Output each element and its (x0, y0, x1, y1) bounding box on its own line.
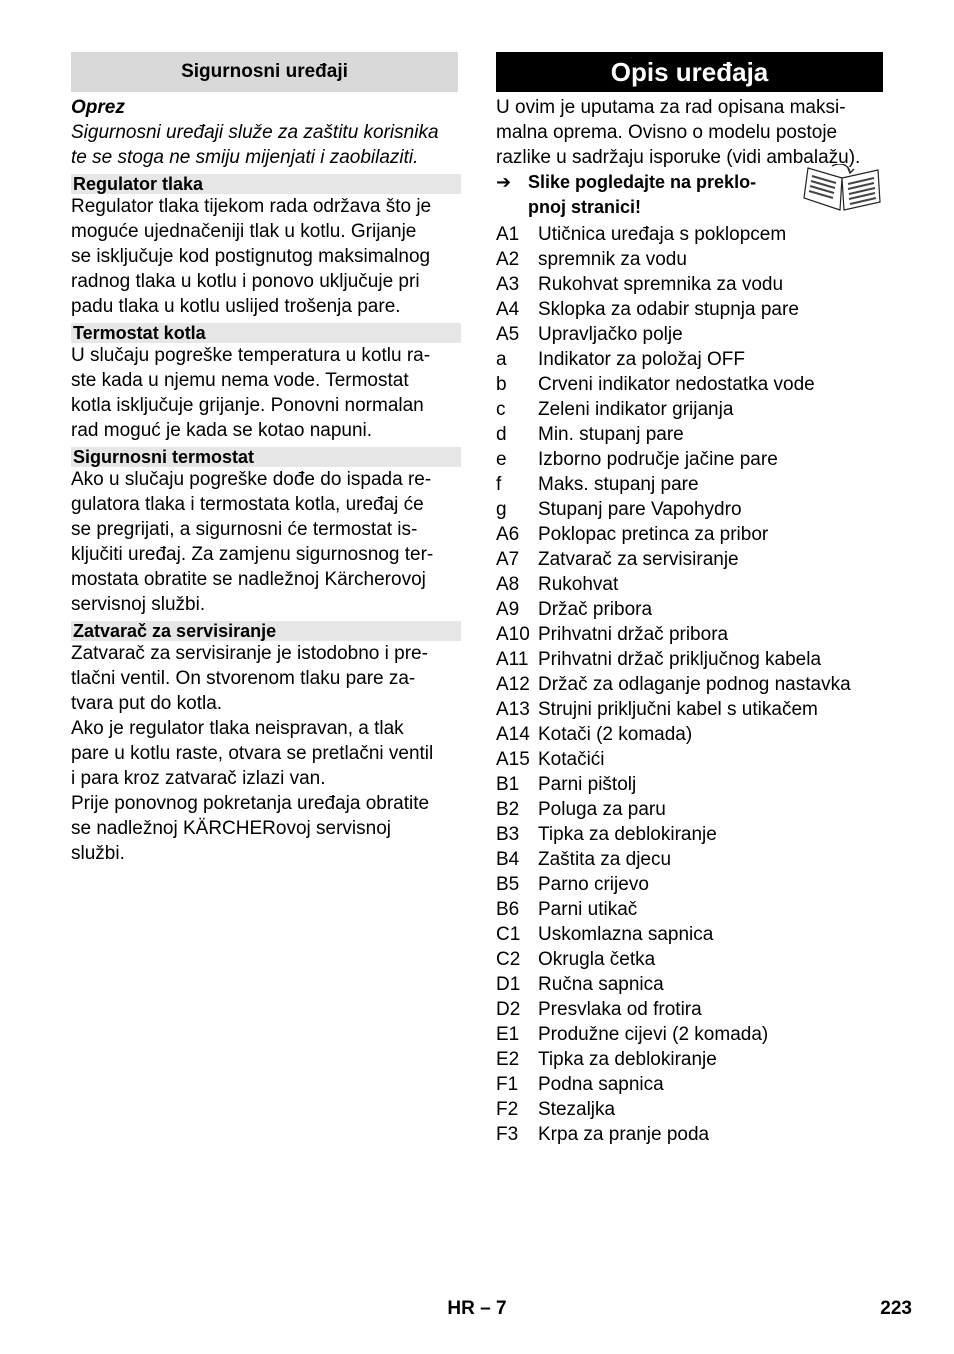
legend-item (496, 372, 886, 397)
legend-key: e (496, 449, 507, 470)
legend-label: Držač pribora (538, 599, 653, 620)
legend-label: Poklopac pretinca za pribor (538, 524, 769, 545)
legend-label: spremnik za vodu (538, 249, 687, 270)
legend-item (496, 222, 886, 247)
legend-key: A11 (496, 649, 529, 670)
legend-label: Utičnica uređaja s poklopcem (538, 224, 787, 245)
legend-label: Sklopka za odabir stupnja pare (538, 299, 799, 320)
legend-key: B6 (496, 899, 520, 920)
legend-key: A2 (496, 249, 520, 270)
legend-label: Strujni priključni kabel s utikačem (538, 699, 818, 720)
legend-key: A1 (496, 224, 520, 245)
legend-item (496, 747, 886, 772)
legend-label: Parni pištolj (538, 774, 637, 795)
legend-label: Crveni indikator nedostatka vode (538, 374, 815, 395)
legend-key: A4 (496, 299, 520, 320)
legend-key: A9 (496, 599, 520, 620)
legend-key: C1 (496, 924, 521, 945)
legend-label: Poluga za paru (538, 799, 666, 820)
legend-key: d (496, 424, 507, 445)
legend-item (496, 272, 886, 297)
legend-item (496, 697, 886, 722)
legend-item (496, 397, 886, 422)
legend-label: Tipka za deblokiranje (538, 824, 717, 845)
legend-item (496, 647, 886, 672)
legend-item (496, 997, 886, 1022)
legend-item (496, 972, 886, 997)
subsection-title-boiler-thermostat: Termostat kotla (71, 323, 461, 343)
left-column (71, 52, 461, 866)
legend-item (496, 1122, 886, 1147)
legend-label: Maks. stupanj pare (538, 474, 699, 495)
legend-item (496, 472, 886, 497)
intro-text: U ovim je uputama za rad opisana maksi- malna oprema. Ovisno o modelu postoje razlike u sadržaju isporuke (vidi ambalažu). (496, 97, 861, 168)
book-icon (802, 164, 882, 216)
legend-key: B5 (496, 874, 520, 895)
legend-key: A12 (496, 674, 530, 695)
legend-key: c (496, 399, 506, 420)
legend-item (496, 322, 886, 347)
legend-label: Zatvarač za servisiranje (538, 549, 739, 570)
section-title-safety: Sigurnosni uređaji (71, 52, 458, 92)
legend-item (496, 1022, 886, 1047)
arrow-right-icon: ➔ (496, 172, 512, 192)
legend-item (496, 547, 886, 572)
legend-item (496, 722, 886, 747)
legend-item (496, 247, 886, 272)
legend-item (496, 897, 886, 922)
legend-label: Podna sapnica (538, 1074, 664, 1095)
footer-language-page: HR – 7 (447, 1298, 507, 1319)
legend-key: A14 (496, 724, 530, 745)
caution-text: Sigurnosni uređaji služe za zaštitu korisnika te se stoga ne smiju mijenjati i zaobilaziti. (71, 122, 439, 168)
legend-item (496, 1072, 886, 1097)
figure-hint (496, 170, 886, 220)
legend-key: A10 (496, 624, 530, 645)
legend-key: E1 (496, 1024, 520, 1045)
legend-key: F3 (496, 1124, 519, 1145)
legend-item (496, 522, 886, 547)
legend-label: Držač za odlaganje podnog nastavka (538, 674, 851, 695)
legend-key: E2 (496, 1049, 520, 1070)
legend-label: Presvlaka od frotira (538, 999, 702, 1020)
legend-key: C2 (496, 949, 521, 970)
legend-key: b (496, 374, 507, 395)
legend-label: Krpa za pranje poda (538, 1124, 710, 1145)
legend-key: A7 (496, 549, 520, 570)
legend-key: A8 (496, 574, 520, 595)
legend-key: a (496, 349, 507, 370)
legend-key: f (496, 474, 502, 495)
legend-label: Stezaljka (538, 1099, 616, 1120)
legend-key: g (496, 499, 507, 520)
legend-key: B1 (496, 774, 520, 795)
section-title-device-description: Opis uređaja (496, 52, 883, 92)
legend-key: A6 (496, 524, 520, 545)
legend-label: Kotači (2 komada) (538, 724, 693, 745)
subsection-title-service-cap: Zatvarač za servisiranje (71, 621, 461, 641)
hint-text: Slike pogledajte na preklo- pnoj stranici! (528, 172, 757, 217)
legend-label: Rukohvat spremnika za vodu (538, 274, 784, 295)
legend-key: A15 (496, 749, 530, 770)
caution-title: Oprez (71, 97, 125, 118)
legend-item (496, 822, 886, 847)
legend-label: Kotačići (538, 749, 605, 770)
legend-item (496, 422, 886, 447)
legend-item (496, 597, 886, 622)
subsection-text-safety-thermostat: Ako u slučaju pogreške dođe do ispada re- gulatora tlaka i termostata kotla, uređaj će se pregrijati, a sigurnosni će termostat is- ključiti uređaj. Za zamjenu sigurnosnog ter- mostata obratite se nadležnoj Kärcherovoj servisnoj službi. (71, 469, 434, 615)
legend-label: Rukohvat (538, 574, 619, 595)
legend-label: Parno crijevo (538, 874, 649, 895)
legend-label: Produžne cijevi (2 komada) (538, 1024, 769, 1045)
legend-label: Prihvatni držač priključnog kabela (538, 649, 822, 670)
legend-key: F1 (496, 1074, 519, 1095)
legend-label: Stupanj pare Vapohydro (538, 499, 742, 520)
subsection-text-boiler-thermostat: U slučaju pogreške temperatura u kotlu ra- ste kada u njemu nema vode. Termostat kotla isključuje grijanje. Ponovni normalan rad moguć je kada se kotao napuni. (71, 345, 431, 441)
legend-key: B4 (496, 849, 520, 870)
legend-key: D1 (496, 974, 521, 995)
legend-label: Upravljačko polje (538, 324, 683, 345)
legend-item (496, 922, 886, 947)
legend-item (496, 497, 886, 522)
legend-item (496, 847, 886, 872)
legend-label: Ručna sapnica (538, 974, 664, 995)
legend-key: B3 (496, 824, 520, 845)
legend-key: F2 (496, 1099, 519, 1120)
legend-item (496, 947, 886, 972)
legend-item (496, 572, 886, 597)
subsection-title-pressure-regulator: Regulator tlaka (71, 174, 461, 194)
legend-label: Tipka za deblokiranje (538, 1049, 717, 1070)
subsection-text-pressure-regulator: Regulator tlaka tijekom rada održava što je moguće ujednačeniji tlak u kotlu. Grijanje se isključuje kod postignutog maksimalnog radnog tlaka u kotlu i ponovo uključuje pri padu tlaka u kotlu uslijed trošenja pare. (71, 196, 432, 317)
subsection-title-safety-thermostat: Sigurnosni termostat (71, 447, 461, 467)
legend-key: B2 (496, 799, 520, 820)
page-number: 223 (880, 1298, 912, 1319)
right-column (496, 52, 886, 1147)
legend-item (496, 672, 886, 697)
legend-key: D2 (496, 999, 521, 1020)
legend-label: Okrugla četka (538, 949, 656, 970)
legend-key: A3 (496, 274, 520, 295)
subsection-text-service-cap: Zatvarač za servisiranje je istodobno i pre- tlačni ventil. On stvorenom tlaku pare za- tvara put do kotla. Ako je regulator tlaka neispravan, a tlak pare u kotlu raste, otvara se pretlačni ventil i para kroz zatvarač izlazi van. Prije ponovnog pokretanja uređaja obratite se nadležnoj KÄRCHERovoj servisnoj službi. (71, 643, 434, 864)
legend-item (496, 297, 886, 322)
legend-item (496, 872, 886, 897)
legend-item (496, 447, 886, 472)
legend-label: Prihvatni držač pribora (538, 624, 729, 645)
legend-key: A5 (496, 324, 520, 345)
legend-label: Izborno područje jačine pare (538, 449, 778, 470)
legend-item (496, 1097, 886, 1122)
legend-label: Min. stupanj pare (538, 424, 684, 445)
legend-key: A13 (496, 699, 530, 720)
legend-label: Uskomlazna sapnica (538, 924, 714, 945)
legend-label: Zeleni indikator grijanja (538, 399, 734, 420)
legend-item (496, 622, 886, 647)
legend-label: Parni utikač (538, 899, 638, 920)
legend-item (496, 1047, 886, 1072)
legend-item (496, 797, 886, 822)
legend-item (496, 347, 886, 372)
legend-label: Zaštita za djecu (538, 849, 672, 870)
legend-label: Indikator za položaj OFF (538, 349, 745, 370)
legend-list (496, 222, 886, 1147)
legend-item (496, 772, 886, 797)
